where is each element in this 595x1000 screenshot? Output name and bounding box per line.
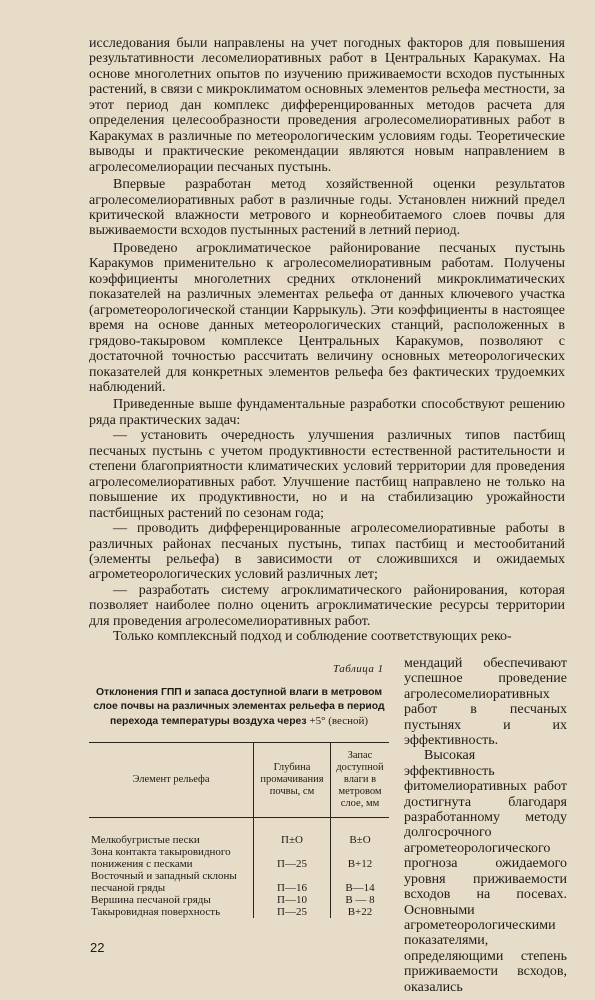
cell-depth: П—25 xyxy=(254,906,331,918)
header-element: Элемент рельефа xyxy=(89,743,254,818)
table-row xyxy=(89,834,389,846)
list-item: — установить очередность улучшения различных типов пастбищ песчаных пустынь с учетом продуктивности естественной растительности и степени благоприятности климатических условий территории для проведения агролесомелиоративных работ. Улучшение пастбищ направлено не только на повышение их продуктивности, но и на стабилизацию урожайности пастбищных растений по сезонам года; xyxy=(89,428,565,521)
paragraph: исследования были направлены на учет погодных факторов для повышения результативности лесомелиоративных работ в Центральных Каракумах. На основе многолетних опытов по изучению приживаемости всходов пустынных растений, в связи с микроклиматом основных элементов рельефа местности, за этот период дан комплекс дифференцированных методов расчета для определения целесообразности проведения агролесомелиоративных работ в Каракумах в различные по метеорологическим условиям годы. Теоретические выводы и практические рекомендации являются новым направлением в агролесомелиорации песчаных пустынь. xyxy=(89,36,565,175)
paragraph: Только комплексный подход и соблюдение соответствующих реко- xyxy=(113,629,512,645)
cell-depth: П—16 xyxy=(254,870,331,894)
cell-element: Восточный и западный склоны песчаной гряды xyxy=(91,870,237,894)
table-title xyxy=(89,686,389,729)
cell-depth: П—10 xyxy=(254,894,331,906)
table-row xyxy=(89,870,389,894)
paragraph: Впервые разработан метод хозяйственной оценки результатов агролесомелиоративных работ в различные годы. Установлен нижний предел критической влажности метрового и корнеобитаемого слоев почвы для выживаемости всходов пустынных растений в летний период. xyxy=(89,177,565,239)
cell-element: Мелкобугристые пески xyxy=(91,834,200,846)
list-item: — разработать систему агроклиматического районирования, которая позволяет наиболее полно оценить агроклиматические ресурсы территории для проведения агролесомелиоративных работ. xyxy=(89,582,565,629)
table-title-tail: +5° (весной) xyxy=(309,715,369,727)
paragraph: Высокая эффективность фитомелиоративных работ достигнута благодаря разработанному методу долгосрочного агрометеорологического прогноза ожидаемого уровня приживаемости всходов на посевах. Основными агрометеорологическими показателями, определяющими степень приживаемости всходов, оказались xyxy=(404,748,567,995)
cell-moisture: В — 8 xyxy=(331,894,390,906)
cell-element: Вершина песчаной гряды xyxy=(91,894,211,906)
table-caption: Таблица 1 xyxy=(333,663,384,675)
table-row xyxy=(89,906,389,918)
cell-moisture: В+22 xyxy=(331,906,390,918)
table-row xyxy=(89,894,389,906)
cell-moisture: В+12 xyxy=(331,846,390,870)
table-row xyxy=(89,846,389,870)
cell-element: Зона контакта такыровидного понижения с песками xyxy=(91,846,231,870)
paragraph-continuation: мендаций обеспечивают успешное проведение агролесомелиоративных работ в песчаных пустынях и их эффективность. xyxy=(404,656,567,749)
header-moisture: Запас доступной влаги в метровом слое, мм xyxy=(331,743,390,818)
cell-element: Такыровидная поверхность xyxy=(91,906,221,918)
right-column xyxy=(404,656,567,995)
cell-moisture: В±О xyxy=(331,834,390,846)
data-table xyxy=(89,742,389,918)
cell-depth: П—25 xyxy=(254,846,331,870)
header-depth: Глубина промачивания почвы, см xyxy=(254,743,331,818)
table-spacer xyxy=(89,818,389,835)
cell-depth: П±О xyxy=(254,834,331,846)
list-item: — проводить дифференцированные агролесомелиоративные работы в различных районах песчаных пустынь, типах пастбищ и местообитаний (элементы рельефа) в зависимости от сложившихся и ожидаемых агрометеорологических условий различных лет; xyxy=(89,521,565,583)
paragraph: Приведенные выше фундаментальные разработки способствуют решению ряда практических задач: xyxy=(89,397,565,428)
cell-moisture: В—14 xyxy=(331,870,390,894)
table-title-text: Отклонения ГПП и запаса доступной влаги в метровом слое почвы на различных элементах рельефа в период перехода температуры воздуха через xyxy=(93,687,385,727)
main-text xyxy=(89,36,565,645)
page-number: 22 xyxy=(90,940,105,955)
paragraph: Проведено агроклиматическое районирование песчаных пустынь Каракумов применительно к агролесомелиоративным работам. Получены коэффициенты многолетних средних отклонений микроклиматических показателей на различных элементах рельефа от данных ключевого участка (агрометеорологической станции Каррыкуль). Эти коэффициенты в настоящее время на основе данных метеорологических станций, расположенных в грядово-такыровом комплексе Центральных Каракумов, позволяют с достаточной точностью рассчитать величину основных метеорологических показателей для конкретных элементов рельефа без фактических трудоемких наблюдений. xyxy=(89,240,565,395)
